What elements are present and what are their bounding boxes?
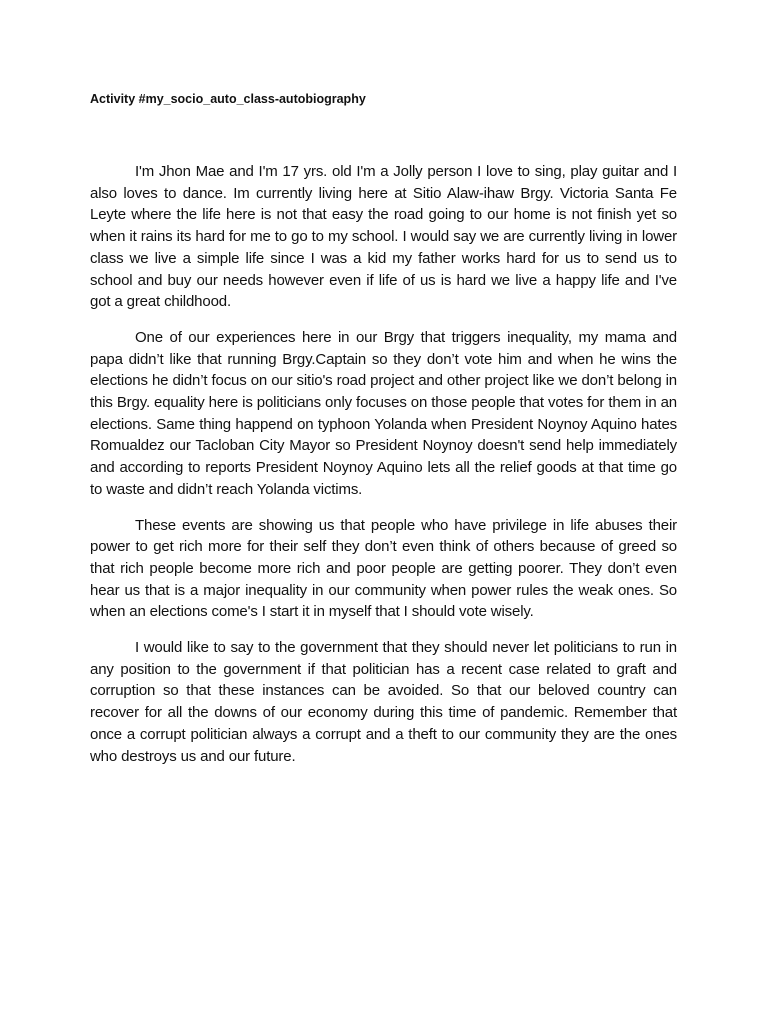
- document-title: Activity #my_socio_auto_class-autobiography: [90, 92, 366, 106]
- document-body: [90, 161, 677, 781]
- paragraph-3: These events are showing us that people who have privilege in life abuses their power to get rich more for their self they don’t even think of others because of greed so that rich people become more rich and poor people are getting poorer. They don’t even hear us that is a major inequality in our community when power rules the weak ones. So when an elections come's I start it in myself that I should vote wisely.: [90, 516, 677, 621]
- paragraph-2: One of our experiences here in our Brgy that triggers inequality, my mama and papa didn’t like that running Brgy.Captain so they don’t vote him and when he wins the elections he didn’t focus on our sitio's road project and other project like we don’t belong in this Brgy. equality here is politicians only focuses on those people that votes for them in an elections. Same thing happend on typhoon Yolanda when President Noynoy Aquino hates Romualdez our Tacloban City Mayor so President Noynoy doesn't send help immediately and according to reports President Noynoy Aquino lets all the relief goods at that time go to waste and didn’t reach Yolanda victims.: [90, 328, 677, 498]
- paragraph-4: I would like to say to the government that they should never let politicians to run in any position to the government if that politician has a recent case related to graft and corruption so that these instances can be avoided. So that our beloved country can recover for all the downs of our economy during this time of pandemic. Remember that once a corrupt politician always a corrupt and a theft to our community they are the ones who destroys us and our future.: [90, 639, 677, 765]
- paragraph-1: I'm Jhon Mae and I'm 17 yrs. old I'm a Jolly person I love to sing, play guitar and I also loves to dance. Im currently living here at Sitio Alaw-ihaw Brgy. Victoria Santa Fe Leyte where the life here is not that easy the road going to our home is not finish yet so when it rains its hard for me to go to my school. I would say we are currently living in lower class we live a simple life since I was a kid my father works hard for us to send us to school and buy our needs however even if life of us is hard we live a happy life and I've got a great childhood.: [90, 163, 677, 311]
